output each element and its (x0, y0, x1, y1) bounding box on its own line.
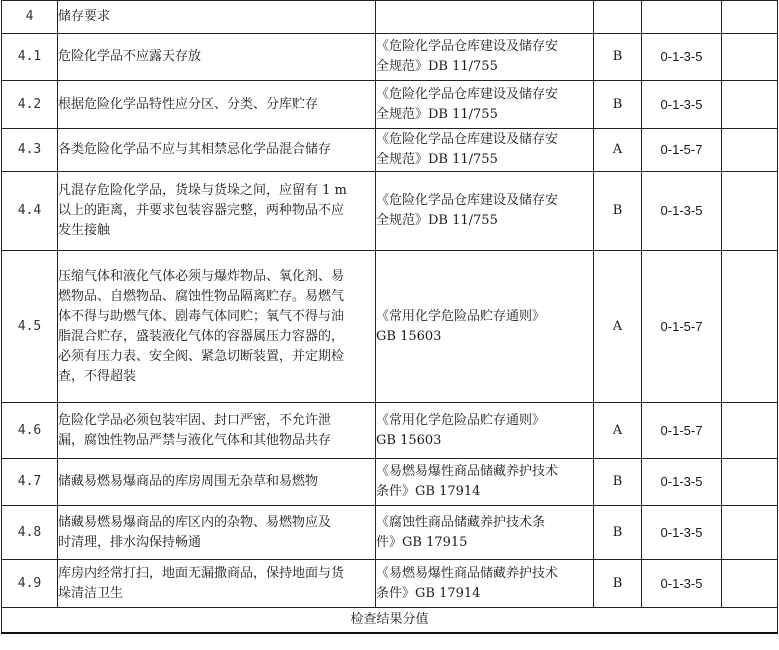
text-line: 储藏易燃易爆商品的库房周围无杂草和易燃物 (58, 474, 319, 489)
text-line: 压缩气体和液化气体必须与爆炸物品、氧化剂、易 (58, 268, 345, 284)
result-score-label: 检查结果分值 (2, 608, 778, 634)
table-row (2, 251, 778, 403)
standard-reference (376, 251, 594, 403)
footer-row (2, 608, 778, 634)
risk-level: A (594, 403, 642, 459)
text-line: 条件》GB 17914 (376, 585, 481, 601)
score-scale: 0-1-3-5 (642, 459, 722, 506)
score-scale: 0-1-3-5 (642, 81, 722, 129)
item-number: 4.4 (2, 172, 58, 251)
item-number: 4.6 (2, 403, 58, 459)
standard-reference (376, 506, 594, 560)
text-line: 储藏易燃易爆商品的库区内的杂物、易燃物应及 (58, 514, 332, 530)
requirement-text (58, 506, 376, 560)
text-line: 《易燃易爆性商品储藏养护技术 (376, 565, 559, 581)
text-line: 全规范》DB 11/755 (376, 106, 498, 122)
text-line: 垛清洁卫生 (58, 585, 124, 601)
table-row (2, 459, 778, 506)
text-line: 以上的距离，并要求包装容器完整，两种物品不应 (58, 203, 345, 218)
empty-cell (376, 1, 594, 34)
requirement-text (58, 403, 376, 459)
item-number: 4.5 (2, 251, 58, 403)
risk-level: B (594, 506, 642, 560)
text-line: 全规范》DB 11/755 (376, 59, 498, 74)
text-line: 条件》GB 17914 (376, 484, 481, 499)
table-row (2, 403, 778, 459)
text-line: 《常用化学危险品贮存通则》 (376, 412, 546, 428)
item-number: 4.7 (2, 459, 58, 506)
text-line: 全规范》DB 11/755 (376, 213, 498, 228)
score-scale: 0-1-3-5 (642, 506, 722, 560)
text-line: 危险化学品必须包装牢固、封口严密，不允许泄 (58, 412, 332, 428)
text-line: 漏，腐蚀性物品严禁与液化气体和其他物品共存 (58, 432, 332, 448)
table-row (2, 81, 778, 129)
score-scale: 0-1-3-5 (642, 34, 722, 81)
score-scale: 0-1-5-7 (642, 251, 722, 403)
item-number: 4.9 (2, 560, 58, 608)
text-line: 《常用化学危险品贮存通则》 (376, 308, 546, 324)
result-cell (722, 34, 778, 81)
text-line: 《腐蚀性商品储藏养护技术条 (376, 514, 546, 530)
item-number: 4.1 (2, 34, 58, 81)
text-line: 件》GB 17915 (376, 534, 468, 550)
standard-reference (376, 34, 594, 81)
text-line: 燃物品、自燃物品、腐蚀性物品隔离贮存。易燃气 (58, 288, 345, 304)
standard-reference (376, 129, 594, 172)
score-scale: 0-1-5-7 (642, 403, 722, 459)
text-line: 各类危险化学品不应与其相禁忌化学品混合储存 (58, 142, 332, 157)
text-line: GB 15603 (376, 328, 442, 344)
text-line: 全规范》DB 11/755 (376, 152, 498, 167)
text-line: 《危险化学品仓库建设及储存安 (376, 86, 559, 102)
text-line: 《危险化学品仓库建设及储存安 (376, 39, 559, 54)
text-line: 《危险化学品仓库建设及储存安 (376, 132, 559, 147)
standard-reference (376, 560, 594, 608)
requirement-text (58, 172, 376, 251)
result-cell (722, 129, 778, 172)
standard-reference (376, 459, 594, 506)
text-line: 《易燃易爆性商品储藏养护技术 (376, 464, 559, 479)
score-scale: 0-1-3-5 (642, 172, 722, 251)
result-cell (722, 560, 778, 608)
result-cell (722, 506, 778, 560)
text-line: 根据危险化学品特性应分区、分类、分库贮存 (58, 96, 319, 112)
text-line: 时清理，排水沟保持畅通 (58, 534, 202, 550)
standard-reference (376, 403, 594, 459)
text-line: 查，不得超装 (58, 368, 137, 384)
text-line: 库房内经常打扫，地面无漏撒商品，保持地面与货 (58, 565, 345, 581)
empty-cell (722, 1, 778, 34)
risk-level: B (594, 81, 642, 129)
text-line: 必须有压力表、安全阀、紧急切断装置，并定期检 (58, 348, 345, 364)
risk-level: A (594, 129, 642, 172)
risk-level: B (594, 560, 642, 608)
requirement-text (58, 251, 376, 403)
empty-cell (594, 1, 642, 34)
result-cell (722, 172, 778, 251)
risk-level: B (594, 459, 642, 506)
risk-level: B (594, 172, 642, 251)
risk-level: B (594, 34, 642, 81)
section-number: 4 (2, 1, 58, 34)
item-number: 4.3 (2, 129, 58, 172)
item-number: 4.2 (2, 81, 58, 129)
inspection-table (1, 0, 778, 634)
result-cell (722, 459, 778, 506)
requirement-text (58, 560, 376, 608)
score-scale: 0-1-3-5 (642, 560, 722, 608)
empty-cell (642, 1, 722, 34)
table-row (2, 172, 778, 251)
requirement-text (58, 459, 376, 506)
requirement-text (58, 81, 376, 129)
item-number: 4.8 (2, 506, 58, 560)
text-line: 危险化学品不应露天存放 (58, 49, 202, 64)
table-row (2, 506, 778, 560)
standard-reference (376, 81, 594, 129)
text-line: 脂混合贮存，盛装液化气体的容器属压力容器的， (58, 328, 345, 344)
section-title: 储存要求 (58, 1, 376, 34)
result-cell (722, 403, 778, 459)
table-row (2, 129, 778, 172)
text-line: 体不得与助燃气体、剧毒气体同贮；氧气不得与油 (58, 308, 345, 324)
result-cell (722, 81, 778, 129)
text-line: 《危险化学品仓库建设及储存安 (376, 193, 559, 208)
score-scale: 0-1-5-7 (642, 129, 722, 172)
requirement-text (58, 34, 376, 81)
section-row (2, 1, 778, 34)
text-line: 发生接触 (58, 223, 111, 238)
standard-reference (376, 172, 594, 251)
text-line: 凡混存危险化学品，货垛与货垛之间，应留有 1 m (58, 183, 347, 198)
result-cell (722, 251, 778, 403)
table-row (2, 560, 778, 608)
text-line: GB 15603 (376, 432, 442, 448)
table-body (2, 1, 778, 634)
table-row (2, 34, 778, 81)
requirement-text (58, 129, 376, 172)
risk-level: A (594, 251, 642, 403)
